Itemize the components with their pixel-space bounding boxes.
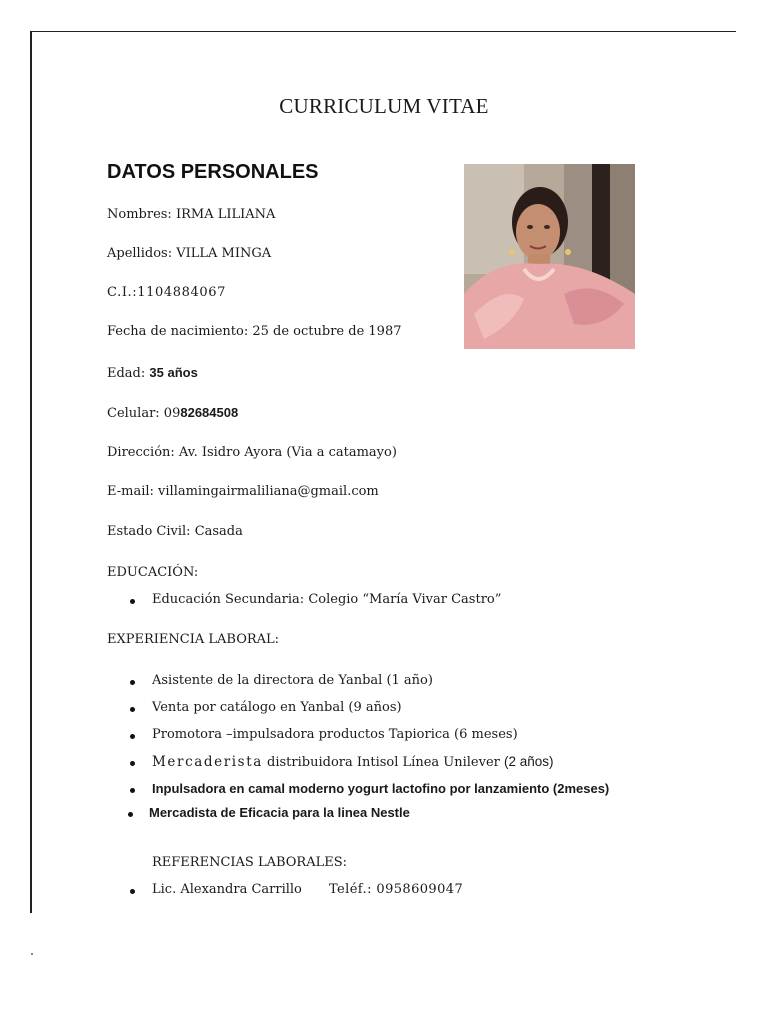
educacion-item-text: Educación Secundaria: Colegio “María Vivar Castro” — [152, 592, 502, 607]
bullet-icon — [130, 599, 135, 604]
experiencia-item-text: Promotora –impulsadora productos Tapiorica (6 meses) — [152, 727, 518, 742]
field-ci: C.I.:1104884067 — [107, 285, 226, 300]
edad-value: 35 años — [149, 365, 198, 380]
portrait-photo — [464, 164, 635, 349]
bullet-icon — [130, 889, 135, 894]
apellidos-value: VILLA MINGA — [176, 246, 272, 261]
section-heading-referencias: REFERENCIAS LABORALES: — [152, 855, 348, 870]
bullet-icon — [130, 680, 135, 685]
field-apellidos — [107, 246, 271, 261]
bullet-icon — [130, 788, 135, 793]
bullet-icon — [130, 761, 135, 766]
section-heading-datos-personales: DATOS PERSONALES — [107, 161, 319, 183]
referencia-name: Lic. Alexandra Carrillo — [152, 882, 302, 897]
field-edad — [107, 365, 198, 381]
document-title: CURRICULUM VITAE — [279, 94, 489, 118]
section-heading-experiencia: EXPERIENCIA LABORAL: — [107, 632, 280, 647]
field-nombres — [107, 207, 275, 222]
page-border-top — [30, 31, 736, 32]
nombres-label: Nombres: — [107, 207, 176, 222]
experiencia-item-text: Venta por catálogo en Yanbal (9 años) — [152, 700, 402, 715]
nombres-value: IRMA LILIANA — [175, 207, 276, 222]
bullet-icon — [130, 707, 135, 712]
page-speck — [31, 953, 33, 955]
experiencia-item-text: Asistente de la directora de Yanbal (1 año) — [152, 673, 433, 688]
item4-duration: (2 años) — [504, 754, 554, 769]
apellidos-label: Apellidos: — [107, 246, 177, 261]
item4-middle: distribuidora Intisol Línea Unilever — [262, 755, 505, 770]
edad-label: Edad: — [107, 366, 150, 381]
mercaderista-word: Mercaderista — [152, 754, 263, 770]
experiencia-item-text: Mercadista de Eficacia para la linea Nestle — [149, 805, 410, 820]
section-heading-educacion: EDUCACIÓN: — [107, 565, 199, 580]
referencia-phone: Teléf.: 0958609047 — [329, 882, 464, 897]
field-estado-civil: Estado Civil: Casada — [107, 524, 243, 539]
page-border-left — [30, 31, 32, 913]
experiencia-item-text: Inpulsadora en camal moderno yogurt lactofino por lanzamiento (2meses) — [152, 781, 610, 796]
field-fecha-nacimiento: Fecha de nacimiento: 25 de octubre de 1987 — [107, 324, 402, 339]
bullet-icon — [130, 734, 135, 739]
portrait-photo-icon — [464, 164, 635, 349]
field-celular — [107, 405, 238, 421]
celular-value: 82684508 — [180, 405, 239, 420]
experiencia-item-text — [152, 754, 554, 770]
celular-label: Celular: 09 — [107, 406, 181, 421]
field-email: E-mail: villamingairmaliliana@gmail.com — [107, 484, 379, 499]
bullet-icon — [128, 812, 133, 817]
field-direccion: Dirección: Av. Isidro Ayora (Via a catamayo) — [107, 445, 397, 460]
